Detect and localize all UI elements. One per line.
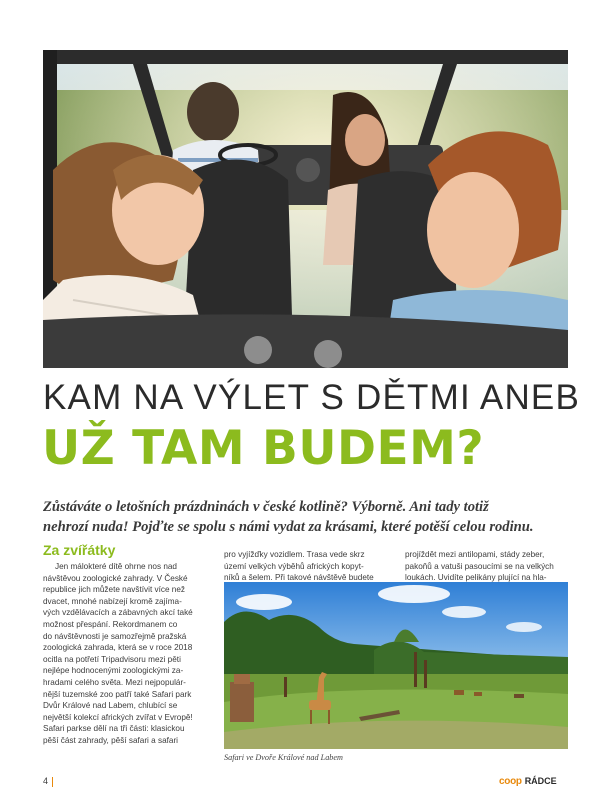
body-line: největší kolekcí afrických zvířat v Evropě! <box>43 712 193 722</box>
body-line: návštěvou zoologické zahrady. V České <box>43 573 188 583</box>
body-line: dvacet, mnohé nabízejí kromě zajíma- <box>43 596 182 606</box>
body-line: níků a šelem. Při takové návštěvě budete <box>224 573 374 583</box>
body-line: ocitla na potřetí Tripadvisoru mezi pěti <box>43 654 181 664</box>
headline-line2: UŽ TAM BUDEM? <box>42 421 485 476</box>
body-line: Safari parkse dělí na tři části: klasickou <box>43 724 185 734</box>
body-line: do návštěvnosti je samozřejmě pražská <box>43 631 187 641</box>
body-column-2 <box>224 549 396 584</box>
lead-line: Zůstáváte o letošních prázdninách v české kotlině? Výborně. Ani tady totiž <box>43 499 489 515</box>
body-line: projíždět mezi antilopami, stády zeber, <box>405 550 545 559</box>
body-column-1 <box>43 561 215 747</box>
body-line: nější tuzemské zoo patří také Safari park <box>43 689 192 699</box>
body-line: pakoňů a vatuši pasoucími se na velkých <box>405 561 554 571</box>
body-line: republice jich můžete navštívit více než <box>43 585 185 595</box>
lead-line: nehrozí nuda! Pojďte se spolu s námi vydat za krásami, které potěší celou rodinu. <box>43 519 534 535</box>
brand-name: RÁDCE <box>524 776 557 786</box>
body-line: loukách. Uvidíte pelikány plující na hla- <box>405 573 547 583</box>
body-line: možnost přespání. Rekordmanem co <box>43 619 178 629</box>
body-line: zoologická zahrada, která se v roce 2018 <box>43 643 193 653</box>
family-car-illustration <box>43 50 568 368</box>
photo-caption: Safari ve Dvoře Králové nad Labem <box>224 753 343 762</box>
lead-paragraph <box>43 497 568 537</box>
body-line: vých vzdělávacích a zábavných akcí také <box>43 608 193 618</box>
body-line: hradami celého světa. Mezi nejpopulár- <box>43 677 186 687</box>
safari-landscape-illustration <box>224 582 568 749</box>
brand-coop-logo: coop <box>499 775 522 787</box>
body-line: Jen málokteré dítě ohrne nos nad <box>55 562 177 571</box>
footer-divider <box>52 777 53 787</box>
body-line: Dvůr Králové nad Labem, chlubící se <box>43 701 178 711</box>
body-line: pěší část zahrady, pěší safari a safari <box>43 735 179 745</box>
section-title: Za zvířátky <box>43 542 116 558</box>
brand-logo <box>499 774 557 788</box>
headline-line1: KAM NA VÝLET S DĚTMI ANEB <box>43 378 581 417</box>
body-line: nejlépe hodnocenými zoologickými za- <box>43 666 184 676</box>
body-line: pro vyjížďky vozidlem. Trasa vede skrz <box>224 550 365 559</box>
hero-photo <box>43 50 568 368</box>
body-column-3 <box>405 549 570 584</box>
safari-photo <box>224 582 568 749</box>
page-number: 4 <box>43 776 49 786</box>
body-line: území velkých výběhů afrických kopyt- <box>224 561 364 571</box>
